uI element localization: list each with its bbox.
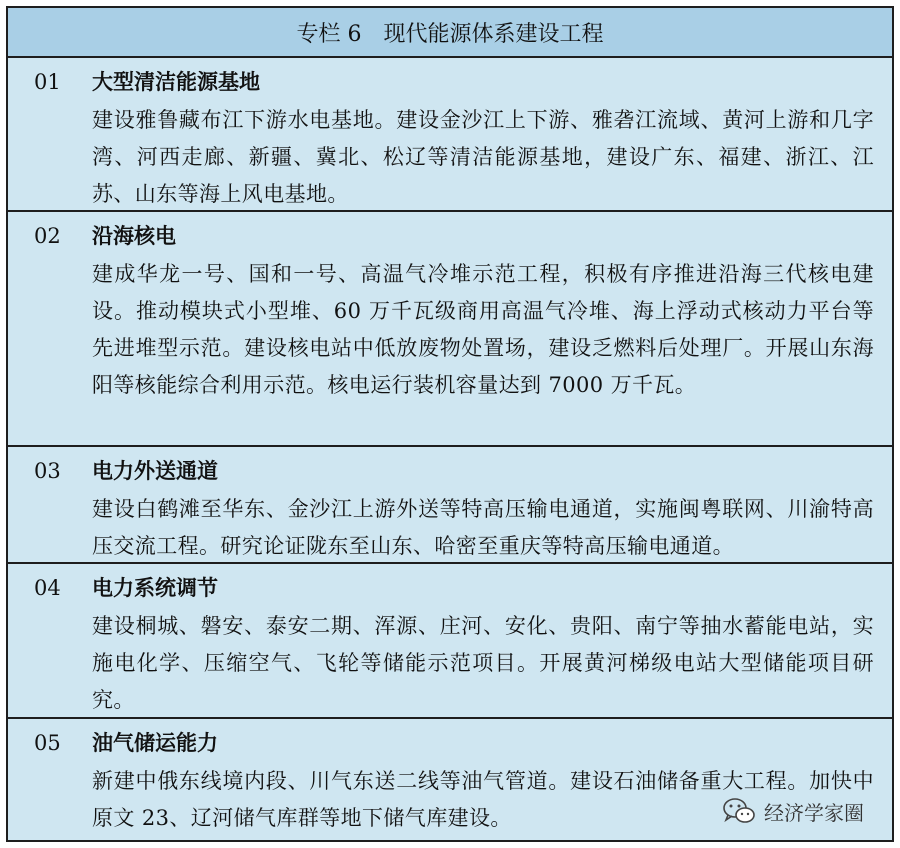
- section-title: 电力外送通道: [92, 458, 218, 483]
- section-header: [24, 66, 874, 102]
- section-title: 沿海核电: [92, 223, 176, 248]
- section-header: [24, 572, 874, 608]
- wechat-icon: [722, 796, 756, 826]
- section-oil-gas-storage: [8, 719, 892, 840]
- section-number: 02: [34, 224, 61, 248]
- section-number: 01: [34, 70, 61, 94]
- sections-container: [8, 58, 892, 840]
- section-number: 05: [34, 731, 61, 755]
- section-body: 建成华龙一号、国和一号、高温气冷堆示范工程，积极有序推进沿海三代核电建设。推动模块式小型堆、60 万千瓦级商用高温气冷堆、海上浮动式核动力平台等先进堆型示范。建设核电站中低放废物处置场，建设乏燃料后处理厂。开展山东海阳等核能综合利用示范。核电运行装机容量达到 7000 万千瓦。: [92, 262, 874, 397]
- section-power-transmission: [8, 447, 892, 564]
- section-title: 电力系统调节: [92, 575, 218, 600]
- watermark-text: 经济学家圈: [764, 800, 864, 825]
- section-number: 04: [34, 576, 61, 600]
- section-header: [24, 455, 874, 491]
- section-body: 建设雅鲁藏布江下游水电基地。建设金沙江上下游、雅砻江流域、黄河上游和几字湾、河西走廊、新疆、冀北、松辽等清洁能源基地，建设广东、福建、浙江、江苏、山东等海上风电基地。: [92, 108, 874, 206]
- section-body: 建设桐城、磐安、泰安二期、浑源、庄河、安化、贵阳、南宁等抽水蓄能电站，实施电化学、压缩空气、飞轮等储能示范项目。开展黄河梯级电站大型储能项目研究。: [92, 614, 874, 712]
- section-clean-energy-bases: [8, 58, 892, 212]
- section-body: 建设白鹤滩至华东、金沙江上游外送等特高压输电通道，实施闽粤联网、川渝特高压交流工程。研究论证陇东至山东、哈密至重庆等特高压输电通道。: [92, 497, 874, 558]
- section-header: [24, 220, 874, 256]
- section-number: 03: [34, 459, 61, 483]
- watermark: [722, 796, 864, 826]
- column-title: 专栏 6 现代能源体系建设工程: [8, 8, 892, 58]
- section-grid-regulation: [8, 564, 892, 719]
- section-coastal-nuclear: [8, 212, 892, 447]
- section-header: [24, 727, 874, 763]
- section-body: 新建中俄东线境内段、川气东送二线等油气管道。建设石油储备重大工程。加快中原文 23、辽河储气库群等地下储气库建设。: [92, 769, 874, 830]
- section-title: 油气储运能力: [92, 730, 218, 755]
- section-title: 大型清洁能源基地: [92, 69, 260, 94]
- column-panel: [6, 6, 894, 842]
